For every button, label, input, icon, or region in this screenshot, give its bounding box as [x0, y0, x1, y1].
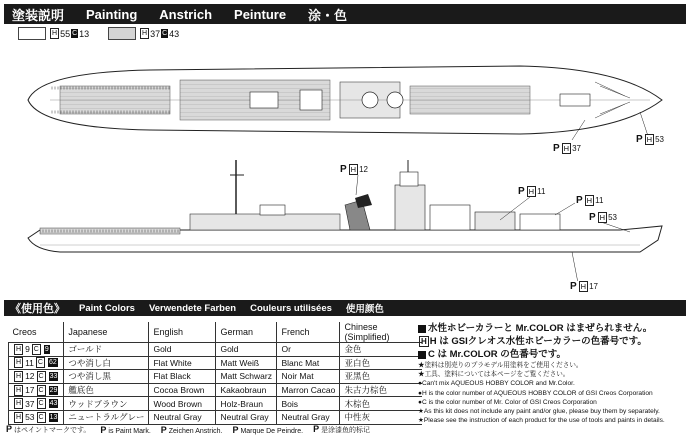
- colors-en: Paint Colors: [79, 302, 135, 314]
- table-row: [9, 383, 423, 397]
- colors-zh: 使用颜色: [345, 304, 384, 315]
- callout-deck-gray: P H 53: [636, 134, 664, 145]
- cell-german: Holz-Braun: [216, 397, 277, 411]
- cell-creos: H 11 C 62: [9, 356, 64, 370]
- note-c-code: C は Mr.COLOR の色番号です。: [418, 348, 688, 361]
- cell-creos: H 12 C 33: [9, 370, 64, 384]
- callout-white-a: P H 11: [518, 186, 546, 197]
- paint-notes: [418, 322, 688, 425]
- cell-chinese: 金色: [340, 343, 423, 357]
- paint-mark-legend: [6, 424, 370, 435]
- callout-hull-gray: P H 53: [589, 212, 617, 223]
- cell-japanese: ニュートラルグレー: [64, 410, 149, 424]
- small-notes: [418, 361, 688, 425]
- colors-fr: Couleurs utilisées: [250, 302, 332, 314]
- title-french: Peinture: [234, 6, 287, 22]
- title-german: Anstrich: [159, 6, 213, 22]
- table-row: [9, 343, 423, 357]
- title-english: Painting: [86, 6, 138, 22]
- colors-title: 《使用色》: [10, 303, 65, 315]
- cell-japanese: つや消し黒: [64, 370, 149, 384]
- callout-deck-wood: P H 37: [553, 143, 581, 154]
- cell-japanese: ウッドブラウン: [64, 397, 149, 411]
- cell-english: Neutral Gray: [149, 410, 216, 424]
- cell-chinese: 亚黑色: [340, 370, 423, 384]
- swatch-white-code: H 55 C 13: [52, 28, 90, 39]
- note-line: ★As this kit does not include any paint and/or glue, please buy them by separately.: [418, 408, 660, 416]
- table-row: [9, 397, 423, 411]
- note-line: ●C is the color number of Mr. Color of GSI Creos Corporation: [418, 398, 597, 406]
- col-english: English: [149, 322, 216, 343]
- cell-french: Or: [277, 343, 340, 357]
- paint-color-table: [8, 322, 422, 425]
- table-row: [9, 370, 423, 384]
- cell-chinese: 朱古力棕色: [340, 383, 423, 397]
- note-h-code: H H は GSIクレオス水性ホビーカラーの色番号です。: [421, 336, 647, 347]
- cell-japanese: ゴールド: [64, 343, 149, 357]
- cell-japanese: つや消し白: [64, 356, 149, 370]
- mark-zh: P 是涂漆鱼的标记: [313, 424, 371, 434]
- cell-english: Gold: [149, 343, 216, 357]
- note-line: ★工具、塗料については本ページをご覧ください。: [418, 371, 570, 379]
- callout-hull-bottom: P H 17: [570, 281, 598, 292]
- callout-white-b: P H 11: [576, 195, 604, 206]
- note-line: ●H is the color number of AQUEOUS HOBBY COLOR of GSI Creos Corporation: [418, 389, 653, 397]
- cell-english: Wood Brown: [149, 397, 216, 411]
- cell-creos: H 9 C 9: [9, 343, 64, 357]
- table-row: [9, 410, 423, 424]
- cell-french: Noir Mat: [277, 370, 340, 384]
- note-no-mix: 水性ホビーカラーと Mr.COLOR はまぜられません。: [418, 322, 688, 335]
- callout-funnel-black: P H 12: [340, 164, 368, 175]
- note-line: ★Please see the instruction of each product for the use of tools and paints in details.: [418, 417, 665, 425]
- cell-german: Neutral Gray: [216, 410, 277, 424]
- cell-japanese: 艦底色: [64, 383, 149, 397]
- cell-english: Flat Black: [149, 370, 216, 384]
- mark-fr: P Marque De Peindre.: [232, 424, 304, 435]
- cell-german: Gold: [216, 343, 277, 357]
- title-chinese: 涂・色: [308, 7, 348, 23]
- col-creos: Creos: [9, 322, 64, 343]
- mark-de: P Zeichen Anstrich.: [160, 424, 223, 435]
- mark-jp: P はペイントマークです。: [6, 424, 91, 434]
- cell-creos: H 53 C 13: [9, 410, 64, 424]
- cell-french: Neutral Gray: [277, 410, 340, 424]
- cell-creos: H 37 C 43: [9, 397, 64, 411]
- cell-english: Cocoa Brown: [149, 383, 216, 397]
- cell-chinese: 木棕色: [340, 397, 423, 411]
- cell-chinese: 亚白色: [340, 356, 423, 370]
- cell-english: Flat White: [149, 356, 216, 370]
- col-german: German: [216, 322, 277, 343]
- mark-en: P is Paint Mark.: [100, 424, 151, 435]
- title-japanese: 塗装説明: [12, 7, 65, 23]
- col-french: French: [277, 322, 340, 343]
- cell-chinese: 中性灰: [340, 410, 423, 424]
- cell-french: Marron Cacao: [277, 383, 340, 397]
- col-japanese: Japanese: [64, 322, 149, 343]
- cell-german: Matt Weiß: [216, 356, 277, 370]
- cell-french: Bois: [277, 397, 340, 411]
- note-line: ●Can't mix AQUEOUS HOBBY COLOR and Mr.Color.: [418, 380, 575, 388]
- deck-plan-view: [28, 66, 662, 134]
- cell-german: Matt Schwarz: [216, 370, 277, 384]
- cell-french: Blanc Mat: [277, 356, 340, 370]
- swatch-gray-code: H 37 C 43: [142, 28, 180, 39]
- col-chinese: Chinese (Simplified): [340, 322, 423, 343]
- colors-de: Verwendete Farben: [148, 302, 237, 314]
- paint-colors-header: [4, 300, 686, 316]
- table-row: [9, 356, 423, 370]
- cell-german: Kakaobraun: [216, 383, 277, 397]
- table-header-row: [9, 322, 423, 343]
- cell-creos: H 17 C 29: [9, 383, 64, 397]
- note-line: ★塗料は別売りのプラモデル用塗料をご使用ください。: [418, 362, 583, 369]
